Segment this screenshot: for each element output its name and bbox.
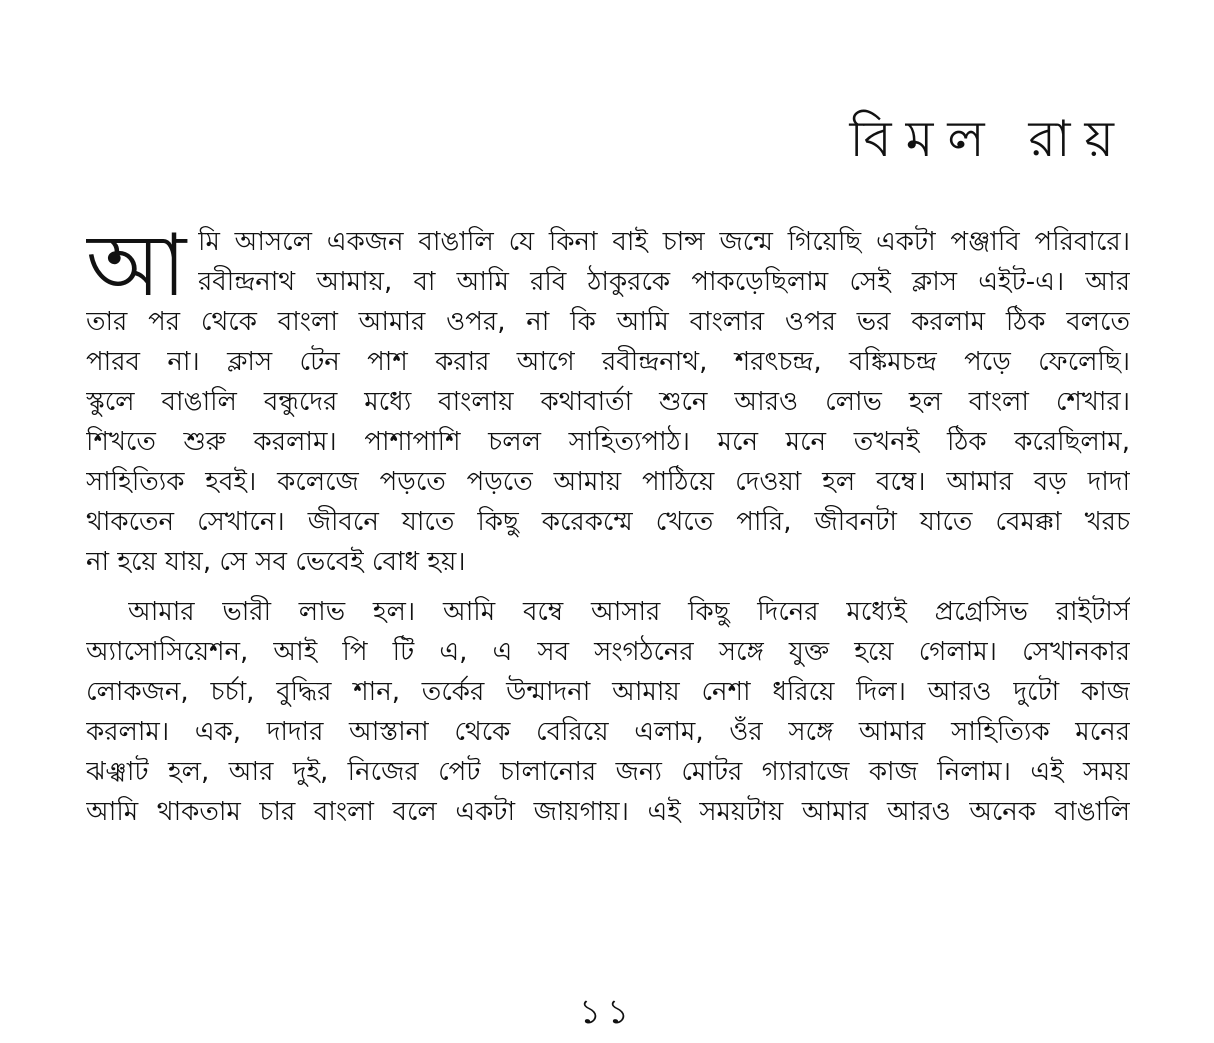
text-line: থাকতেন সেখানে। জীবনে যাতে কিছু করেকম্মে খেতে পারি, জীবনটা যাতে বেমক্কা খরচ xyxy=(86,507,1130,537)
text-line: রবীন্দ্রনাথ আমায়, বা আমি রবি ঠাকুরকে পাকড়েছিলাম সেই ক্লাস এইট-এ। আর xyxy=(198,267,1130,297)
text-line: অ্যাসোসিয়েশন, আই পি টি এ, এ সব সংগঠনের সঙ্গে যুক্ত হয়ে গেলাম। সেখানকার xyxy=(86,637,1130,667)
text-line: আমার ভারী লাভ হল। আমি বম্বে আসার কিছু দিনের মধ্যেই প্রগ্রেসিভ রাইটার্স xyxy=(128,597,1130,627)
page-number: ১১ xyxy=(578,992,636,1032)
text-line: আমি থাকতাম চার বাংলা বলে একটা জায়গায়। এই সময়টায় আমার আরও অনেক বাঙালি xyxy=(86,797,1130,827)
text-line: সাহিত্যিক হবই। কলেজে পড়তে পড়তে আমায় পাঠিয়ে দেওয়া হল বম্বে। আমার বড় দাদা xyxy=(86,467,1130,497)
text-line: না হয়ে যায়, সে সব ভেবেই বোধ হয়। xyxy=(86,547,466,577)
text-line: পারব না। ক্লাস টেন পাশ করার আগে রবীন্দ্রনাথ, শরৎচন্দ্র, বঙ্কিমচন্দ্র পড়ে ফেলেছি। xyxy=(86,347,1130,377)
text-line: করলাম। এক, দাদার আস্তানা থেকে বেরিয়ে এলাম, ওঁর সঙ্গে আমার সাহিত্যিক মনের xyxy=(86,717,1130,747)
drop-cap: আ xyxy=(86,224,187,308)
text-line: লোকজন, চর্চা, বুদ্ধির শান, তর্কের উন্মাদনা আমায় নেশা ধরিয়ে দিল। আরও দুটো কাজ xyxy=(86,677,1130,707)
body-text xyxy=(86,222,1130,962)
chapter-title: বিমল রায় xyxy=(849,110,1128,168)
text-line: তার পর থেকে বাংলা আমার ওপর, না কি আমি বাংলার ওপর ভর করলাম ঠিক বলতে xyxy=(86,307,1130,337)
text-line: স্কুলে বাঙালি বন্ধুদের মধ্যে বাংলায় কথাবার্তা শুনে আরও লোভ হল বাংলা শেখার। xyxy=(86,387,1130,417)
text-line: ঝঞ্ঝাট হল, আর দুই, নিজের পেট চালানোর জন্য মোটর গ্যারাজে কাজ নিলাম। এই সময় xyxy=(86,757,1130,787)
text-line: শিখতে শুরু করলাম। পাশাপাশি চলল সাহিত্যপাঠ। মনে মনে তখনই ঠিক করেছিলাম, xyxy=(86,427,1130,457)
text-line: মি আসলে একজন বাঙালি যে কিনা বাই চান্স জন্মে গিয়েছি একটা পঞ্জাবি পরিবারে। xyxy=(198,227,1130,257)
